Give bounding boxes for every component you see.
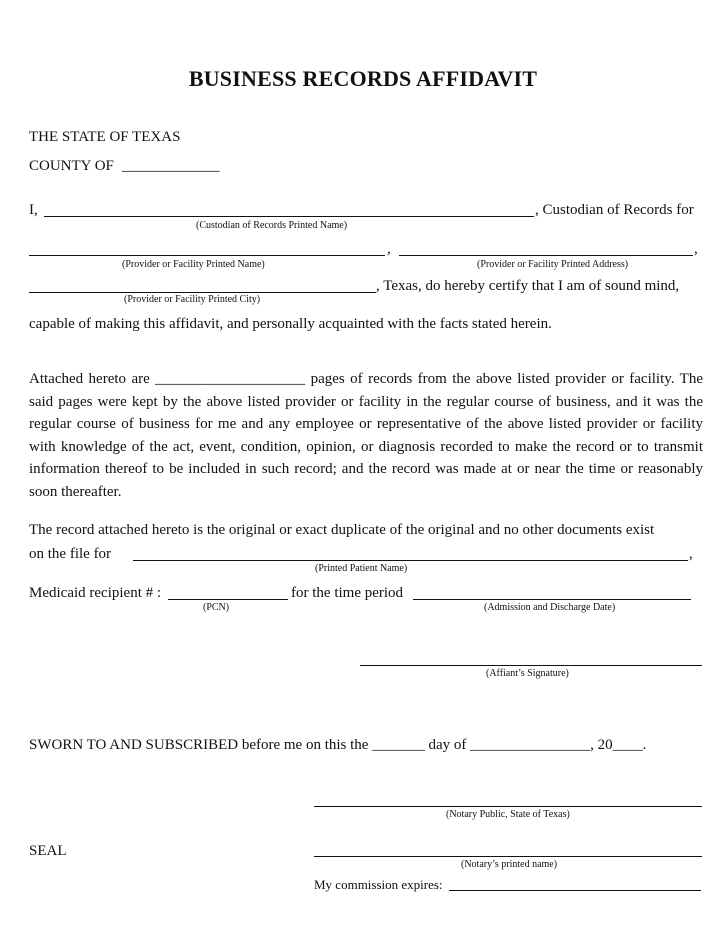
custodian-suffix: , Custodian of Records for	[535, 202, 694, 218]
custodian-prefix: I,	[29, 202, 38, 218]
address-comma: ,	[694, 241, 698, 257]
time-period-label: for the time period	[291, 585, 404, 601]
pcn-field[interactable]	[168, 599, 288, 600]
medicaid-label: Medicaid recipient # :	[29, 585, 162, 601]
capable-text: capable of making this affidavit, and personally acquainted with the facts stated herein.	[29, 316, 552, 332]
provider-address-field[interactable]	[399, 255, 693, 256]
seal-label: SEAL	[29, 843, 67, 859]
sworn-text: SWORN TO AND SUBSCRIBED before me on this the _______ day of ________________, 20____.	[29, 737, 647, 753]
document-title: BUSINESS RECORDS AFFIDAVIT	[188, 66, 538, 91]
notary-printed-name-caption: (Notary’s printed name)	[461, 859, 558, 870]
affiant-signature-field[interactable]	[360, 665, 702, 666]
record-line-2-suffix: ,	[689, 546, 693, 562]
patient-name-caption: (Printed Patient Name)	[315, 563, 408, 574]
notary-public-field[interactable]	[314, 806, 702, 807]
dates-caption: (Admission and Discharge Date)	[484, 602, 616, 613]
commission-expires-field[interactable]	[449, 890, 701, 891]
attached-paragraph: Attached hereto are ____________________ pages of records from the above listed provider or facility. The said pages were kept by the above listed provider or facility in the regular course of business, and it was the regular course of business for me and any employee or representative of the above listed provider or facility with knowledge of the act, event, condition, opinion, or diagnosis recorded to make the record or to transmit information thereof to be included in such record; and the record was made at or near the time or reasonably soon thereafter.	[29, 371, 703, 500]
notary-printed-name-field[interactable]	[314, 856, 702, 857]
provider-city-caption: (Provider or Facility Printed City)	[124, 294, 261, 305]
state-line: THE STATE OF TEXAS	[29, 129, 181, 145]
provider-address-caption: (Provider or Facility Printed Address)	[477, 259, 629, 270]
pcn-caption: (PCN)	[203, 602, 230, 613]
patient-name-field[interactable]	[133, 560, 688, 561]
provider-comma: ,	[387, 241, 391, 257]
dates-field[interactable]	[413, 599, 691, 600]
provider-city-field[interactable]	[29, 292, 376, 293]
provider-name-field[interactable]	[29, 255, 385, 256]
affiant-signature-caption: (Affiant’s Signature)	[486, 668, 569, 679]
county-blank[interactable]: _____________	[122, 158, 220, 174]
certify-text: , Texas, do hereby certify that I am of sound mind,	[376, 278, 680, 294]
custodian-name-caption: (Custodian of Records Printed Name)	[196, 220, 348, 231]
custodian-name-field[interactable]	[44, 216, 534, 217]
notary-public-caption: (Notary Public, State of Texas)	[446, 809, 570, 820]
provider-name-caption: (Provider or Facility Printed Name)	[122, 259, 265, 270]
county-label: COUNTY OF	[29, 158, 114, 174]
record-line-2-prefix: on the file for	[29, 546, 112, 562]
record-line-1: The record attached hereto is the original or exact duplicate of the original and no other documents exist	[29, 522, 655, 538]
commission-label: My commission expires:	[314, 877, 443, 892]
